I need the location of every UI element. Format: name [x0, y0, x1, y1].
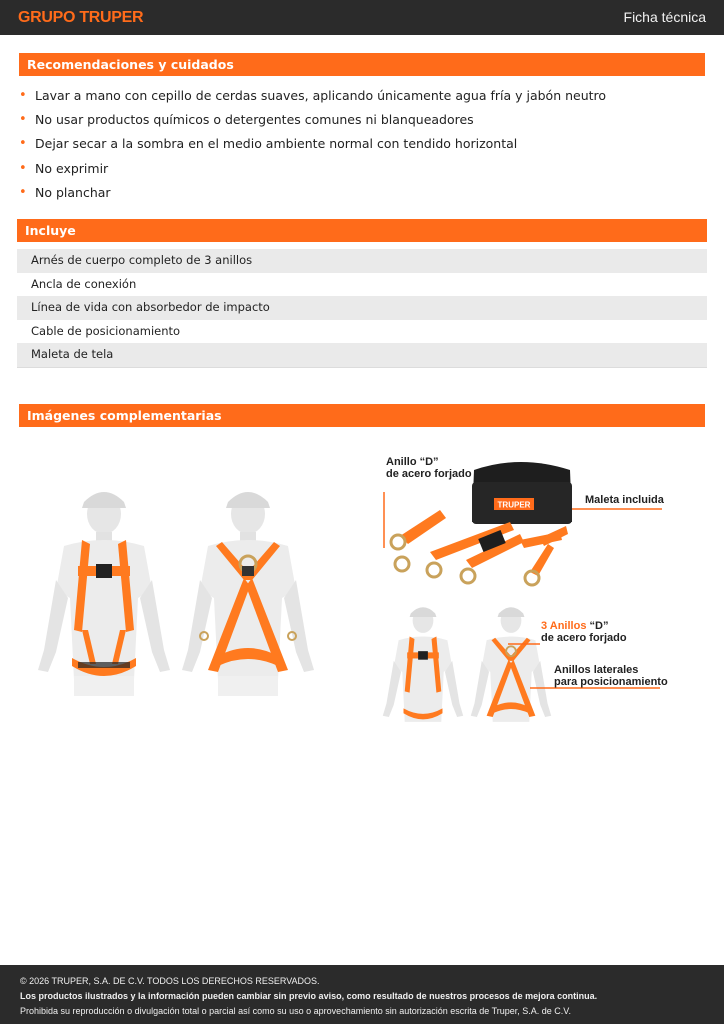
- document-type-label: Ficha técnica: [623, 9, 706, 25]
- footer-legal: Prohibida su reproducción o divulgación total o parcial así como su uso o aprovechamiento sin autorización escrita de Truper, S.A. de C.V.: [20, 1006, 571, 1016]
- footer-notice: Los productos ilustrados y la información pueden cambiar sin previo aviso, como resultado de nuestros procesos de mejora continua.: [20, 991, 598, 1001]
- list-item-text: No planchar: [35, 184, 111, 200]
- footer-copyright: © 2026 TRUPER, S.A. DE C.V. TODOS LOS DERECHOS RESERVADOS.: [20, 976, 320, 986]
- harness-front-small-image: [378, 600, 468, 734]
- list-item: [19, 110, 705, 134]
- table-divider: [17, 367, 707, 368]
- bullet-icon: •: [19, 136, 27, 152]
- table-row: Maleta de tela: [17, 343, 707, 367]
- callout-maleta: Maleta incluida: [585, 494, 664, 506]
- harness-back-view-image: [178, 480, 318, 700]
- bullet-icon: •: [19, 184, 27, 200]
- recommendations-list: [19, 86, 705, 207]
- section-title-recomendaciones: Recomendaciones y cuidados: [19, 53, 705, 76]
- includes-table: [17, 249, 707, 367]
- callout-text: Anillos laterales: [554, 664, 639, 676]
- list-item: [19, 86, 705, 110]
- section-title-incluye: Incluye: [17, 219, 707, 242]
- list-item-text: No exprimir: [35, 160, 109, 176]
- list-item: [19, 159, 705, 183]
- callout-text: de acero forjado: [541, 632, 627, 644]
- callout-text: Anillo “D”: [386, 456, 439, 468]
- table-row: Línea de vida con absorbedor de impacto: [17, 296, 707, 320]
- list-item-text: Dejar secar a la sombra en el medio ambiente normal con tendido horizontal: [35, 136, 518, 152]
- table-row: Arnés de cuerpo completo de 3 anillos: [17, 249, 707, 273]
- callout-accent-text: 3 Anillos: [541, 620, 587, 632]
- callout-anillos-laterales: [554, 664, 668, 688]
- bullet-icon: •: [19, 88, 27, 103]
- callout-text: de acero forjado: [386, 468, 472, 480]
- list-item-text: No usar productos químicos o detergentes comunes ni blanqueadores: [35, 112, 474, 128]
- brand-logo: GRUPO TRUPER: [18, 9, 144, 26]
- list-item: [19, 134, 705, 158]
- bag-brand-label: TRUPER: [497, 500, 531, 510]
- bullet-icon: •: [19, 112, 27, 128]
- list-item: [19, 183, 705, 207]
- harness-front-view-image: [34, 480, 174, 700]
- callout-text: “D”: [586, 620, 609, 632]
- section-title-imagenes: Imágenes complementarias: [19, 404, 705, 427]
- callout-tres-anillos: [541, 620, 627, 644]
- top-bar: [0, 0, 724, 35]
- footer: [0, 965, 724, 1024]
- list-item-text: Lavar a mano con cepillo de cerdas suaves, aplicando únicamente agua fría y jabón neutro: [35, 88, 607, 103]
- table-row: Ancla de conexión: [31, 276, 137, 291]
- callout-text: para posicionamiento: [554, 676, 668, 688]
- bullet-icon: •: [19, 160, 27, 176]
- table-row: Cable de posicionamiento: [31, 323, 181, 338]
- callout-anillo-d: [386, 456, 472, 480]
